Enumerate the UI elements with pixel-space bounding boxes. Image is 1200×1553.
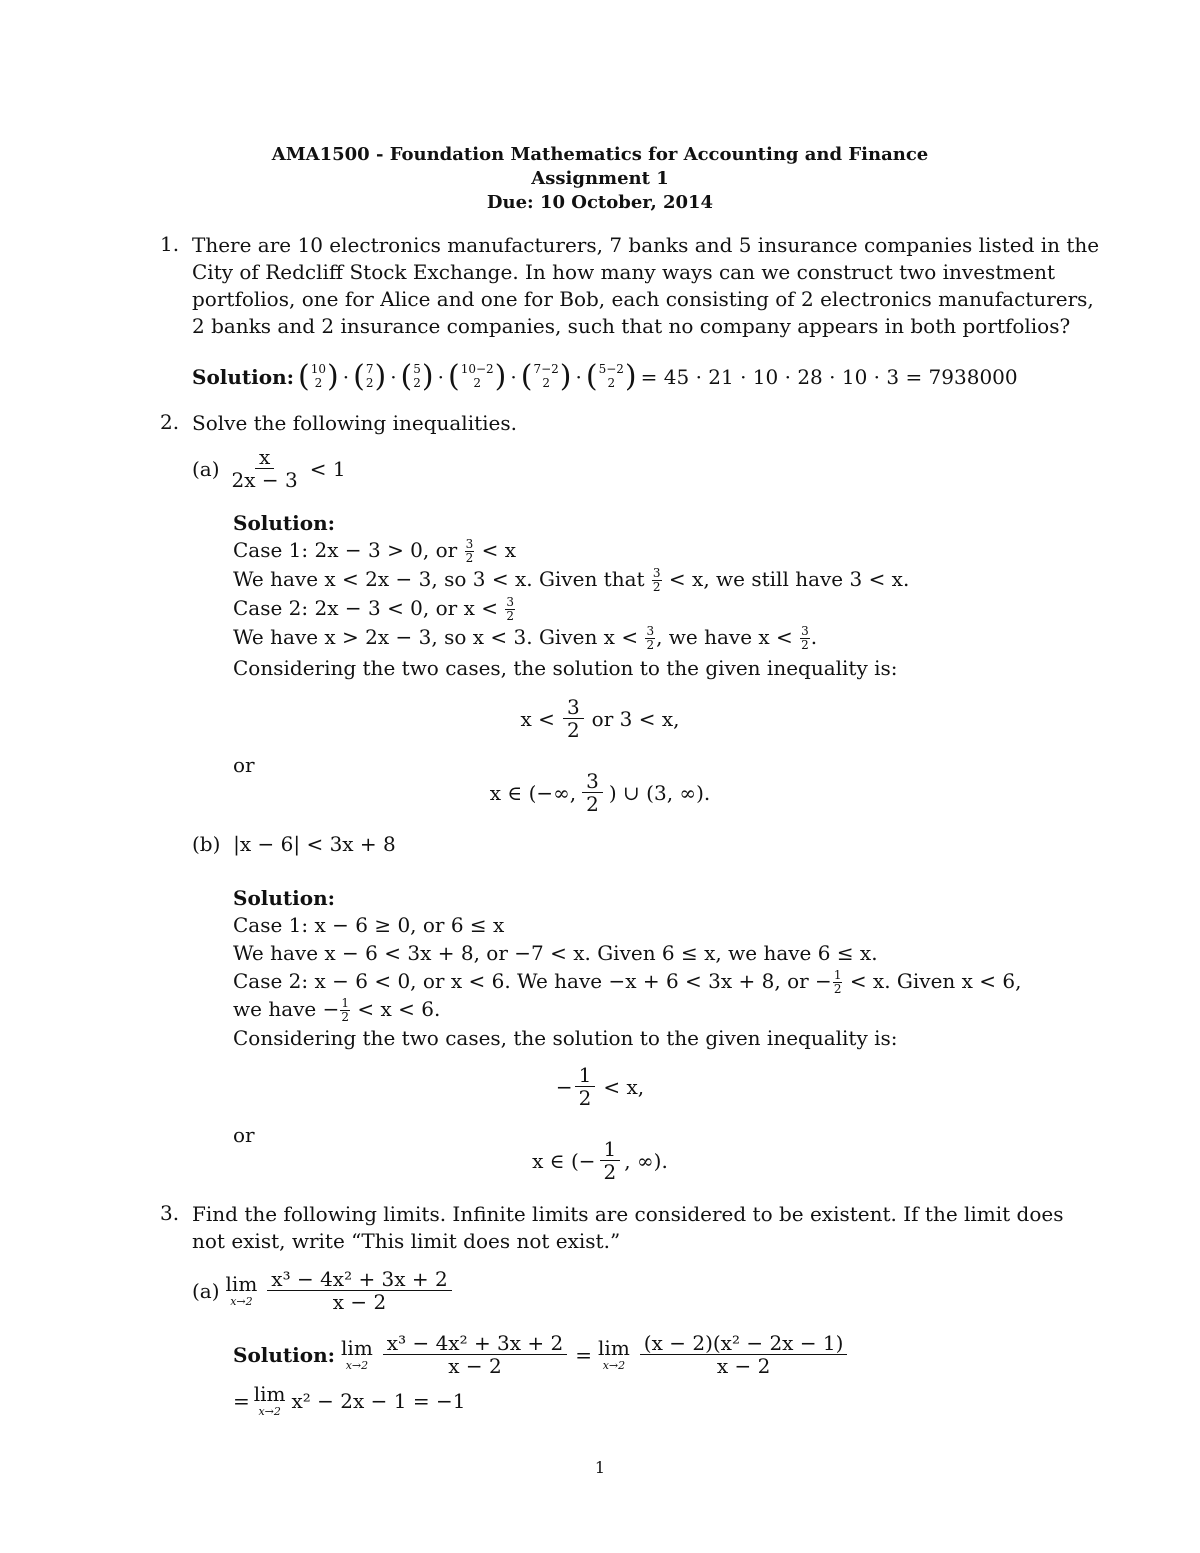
q2b-case2: Case 2: x − 6 < 0, or x < 6. We have −x + 6 < 3x + 8, or − $\frac{1}{2}$ < x. Given x < 6, [233,968,1022,996]
q2b-case1: Case 1: x − 6 ≥ 0, or 6 ≤ x [233,913,505,937]
q2b-or: or [233,1123,255,1147]
course-title: AMA1500 - Foundation Mathematics for Accounting and Finance [271,144,929,165]
binomial: ( 10 2 ) [298,359,339,394]
q2a-considering: Considering the two cases, the solution to the given inequality is: [233,656,898,680]
q2b-solution-label: Solution: [233,886,336,910]
q3a-solution-label: Solution: [233,1342,336,1367]
q3a-final: = lim x→2 x² − 2x − 1 = −1 [233,1382,466,1418]
binomial: ( 7 2 ) [353,359,387,394]
q3a-problem: (a) lim x→2 $\frac{\text{x³ − 4x² + 3x + 2}}{x - 2}$ [192,1268,454,1313]
q3a-label: (a) [192,1278,220,1303]
assignment-title: Assignment 1 [531,168,669,189]
binomial: ( 5−2 2 ) [585,359,637,394]
due-date: Due: 10 October, 2014 [486,192,714,213]
q2-text: Solve the following inequalities. [192,411,517,435]
binomial: ( 10−2 2 ) [447,359,507,394]
fraction: $\frac{x}{2x - 3}$ [231,445,298,492]
q2a-case1: Case 1: 2x − 3 > 0, or $\frac{3}{2}$ < x [233,537,516,565]
q1-line-3: portfolios, one for Alice and one for Bob, each consisting of 2 electronics manufacturers, [192,287,1094,311]
q2a-solution-label: Solution: [233,511,336,535]
q1-line-4: 2 banks and 2 insurance companies, such that no company appears in both portfolios? [192,314,1071,338]
q2a-or: or [233,753,255,777]
q1-product: = 45 · 21 · 10 · 28 · 10 · 3 = 7938000 [640,365,1018,389]
q2b-considering: Considering the two cases, the solution to the given inequality is: [233,1026,898,1050]
q2a-rhs: < 1 [309,456,346,481]
q2b-display-1: − $\frac{1}{2}$ < x, [555,1063,645,1110]
page-number: 1 [594,1458,606,1477]
binomial: ( 5 2 ) [400,359,434,394]
q1-number: 1. [160,232,180,256]
q2b-expression: |x − 6| < 3x + 8 [233,832,396,856]
q2a-label: (a) [192,456,220,481]
q2a-display-2: x ∈ (−∞, $\frac{3}{2}$ ) ∪ (3, ∞). [489,769,711,816]
q1-solution: Solution: ( 10 2 ) · ( 7 2 ) · ( 5 2 ) · ( 10−2 2 ) · ( 7−2 2 ) · ( 5−2 2 ) = 45 · 21 · 10 · 28 · 10 · 3 = 7938000 [192,359,1018,394]
q3a-solution: Solution: lim x→2 $\frac{\text{x³ − 4x² + 3x + 2}}{x - 2}$ = lim x→2 $\frac{\text{(x − 2)(x² − 2x − 1)}}{x - 2}$ [233,1332,849,1377]
q2-number: 2. [160,410,180,434]
q2b-problem [192,831,396,857]
q2b-case2-result: we have − $\frac{1}{2}$ < x < 6. [233,996,441,1024]
q2a-case2: Case 2: 2x − 3 < 0, or x < $\frac{3}{2}$ [233,595,514,623]
q2b-case1-result: We have x − 6 < 3x + 8, or −7 < x. Given 6 ≤ x, we have 6 ≤ x. [233,941,878,965]
q2a-problem [192,446,346,491]
q2b-display-2: x ∈ (− $\frac{1}{2}$ , ∞). [532,1137,668,1184]
q1-solution-label: Solution: [192,365,295,389]
q1-line-1: There are 10 electronics manufacturers, 7 banks and 5 insurance companies listed in the [192,233,1100,257]
q1-line-2: City of Redcliff Stock Exchange. In how many ways can we construct two investment [192,260,1056,284]
binomial: ( 7−2 2 ) [520,359,572,394]
q3-number: 3. [160,1201,180,1225]
q2b-label: (b) [192,832,221,856]
q3-line-1: Find the following limits. Infinite limits are considered to be existent. If the limit does [192,1202,1064,1226]
q2a-case1-result: We have x < 2x − 3, so 3 < x. Given that $\frac{3}{2}$ < x, we still have 3 < x. [233,566,910,594]
q2a-display-1: x < $\frac{3}{2}$ or 3 < x, [520,695,680,742]
q2a-case2-result: We have x > 2x − 3, so x < 3. Given x < $\frac{3}{2}$ , we have x < $\frac{3}{2}$ . [233,624,818,652]
q3-line-2: not exist, write “This limit does not exist.” [192,1229,621,1253]
